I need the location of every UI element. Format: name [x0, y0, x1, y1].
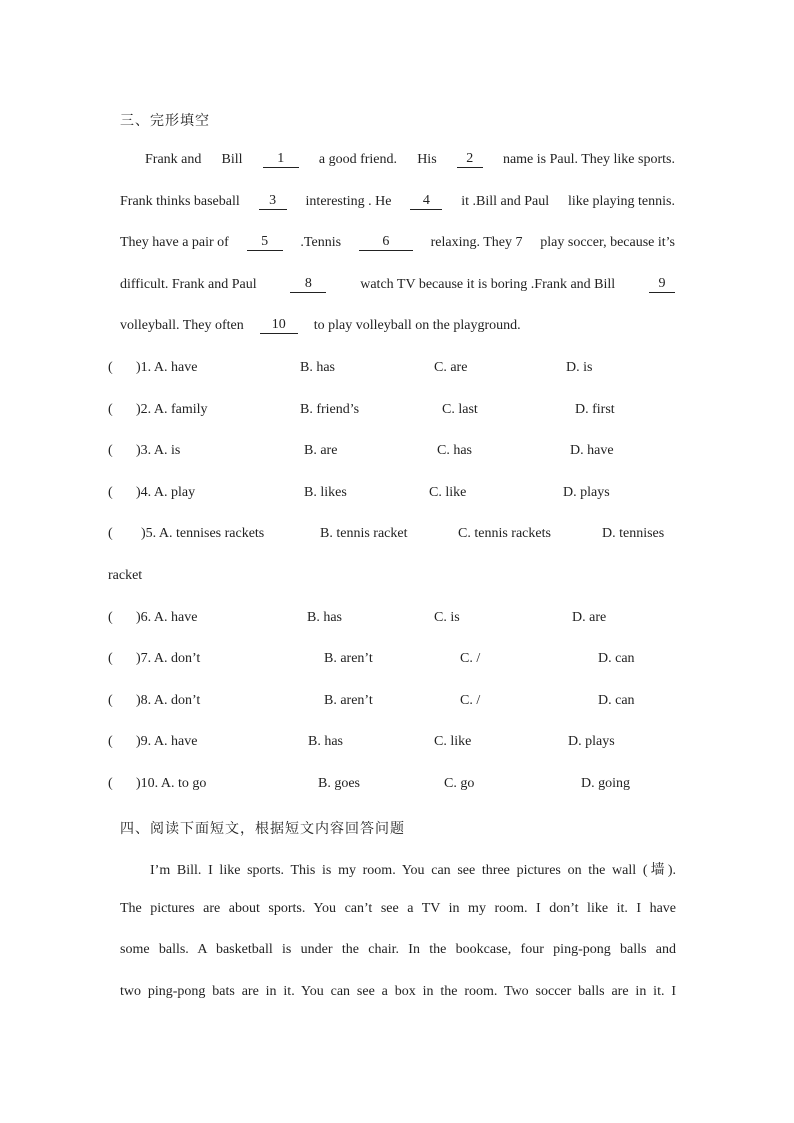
- reading-line: some balls. A basketball is under the chair. In the bookcase, four ping-pong balls and: [120, 942, 676, 957]
- blank-6: 6: [359, 235, 413, 251]
- question-7: ( )7. A. don’t B. aren’t C. / D. can: [108, 651, 635, 666]
- blank-2: 2: [457, 152, 483, 168]
- passage-line: volleyball. They often 10 to play volleyball on the playground.: [120, 317, 521, 333]
- question-10: ( )10. A. to go B. goes C. go D. going: [108, 776, 630, 791]
- blank-5: 5: [247, 235, 283, 251]
- passage-line: Frank thinks baseball 3 interesting . He 4 it .Bill and Paul like playing tennis.: [120, 193, 675, 209]
- blank-8: 8: [290, 277, 326, 293]
- blank-9: 9: [649, 277, 675, 293]
- reading-line: two ping-pong bats are in it. You can see a box in the room. Two soccer balls are in it. I: [120, 984, 676, 999]
- question-6: ( )6. A. have B. has C. is D. are: [108, 610, 607, 625]
- blank-3: 3: [259, 194, 287, 210]
- question-4: ( )4. A. play B. likes C. like D. plays: [108, 485, 610, 500]
- question-3: ( )3. A. is B. are C. has D. have: [108, 443, 614, 458]
- section-3-heading: 三、完形填空: [120, 113, 210, 129]
- question-1: ( )1. A. have B. has C. are D. is: [108, 360, 593, 375]
- blank-4: 4: [410, 194, 442, 210]
- reading-line: The pictures are about sports. You can’t see a TV in my room. I don’t like it. I have: [120, 901, 676, 916]
- passage-line: difficult. Frank and Paul 8 watch TV because it is boring .Frank and Bill 9: [120, 277, 675, 293]
- question-5: ( )5. A. tennises rackets B. tennis racket C. tennis rackets D. tennises: [108, 526, 665, 541]
- question-9: ( )9. A. have B. has C. like D. plays: [108, 734, 615, 749]
- blank-1: 1: [263, 152, 299, 168]
- section-4-heading: 四、阅读下面短文，根据短文内容回答问题: [120, 821, 405, 837]
- blank-10: 10: [260, 318, 298, 334]
- passage-line: Frank and Bill 1 a good friend. His 2 name is Paul. They like sports.: [145, 151, 675, 167]
- reading-line: I’m Bill. I like sports. This is my room. You can see three pictures on the wall (墙).: [150, 863, 676, 878]
- question-2: ( )2. A. family B. friend’s C. last D. first: [108, 402, 615, 417]
- question-8: ( )8. A. don’t B. aren’t C. / D. can: [108, 693, 635, 708]
- passage-line: They have a pair of 5 .Tennis 6 relaxing. They 7 play soccer, because it’s: [120, 234, 675, 250]
- question-5-wrap: racket: [108, 568, 143, 583]
